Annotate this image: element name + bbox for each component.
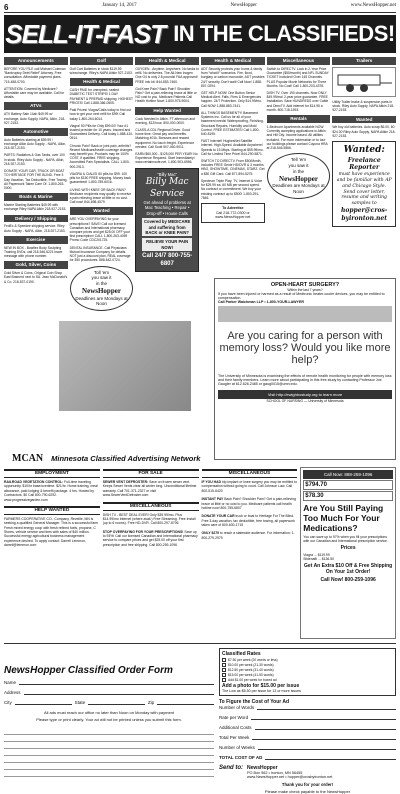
figure-row: Rate per Word: [219, 715, 249, 720]
lawyer-photo: [218, 306, 392, 322]
mac-title: Billy Mac Service: [145, 177, 189, 199]
section-title: Delivery / Shipping: [4, 215, 68, 223]
mac-call-label: Call 24/7: [142, 253, 167, 260]
column-5: [267, 56, 331, 313]
website: www.NewsHopper.net: [350, 3, 396, 8]
classified-ad: BEFORE YOU FILE call Michael Coleman "Bankruptcy Debt Relief" Attorney. Free consultation. Affordable payment plans. 715-458-0700.: [4, 66, 66, 84]
advertise-box: [201, 203, 265, 223]
misc-column: [202, 467, 298, 641]
page-header: [4, 3, 396, 13]
classified-ad: DISH TV. Over 190 channels. Now ONLY $49.99/mo! 2-year price guarantee. FREE Installation. Save HUNDREDS over Cable and DirecTV. Add internet for $14.95 a month. 800-718-1593.: [266, 90, 329, 112]
mcan-header: [12, 452, 392, 464]
ad-text: DISH TV - BEST DEAL EVER! Only $39.99/mo. Plus $14.99/mo Internet (where avail.) Free Streaming. Free Install (up to 6 rooms). Free HD-DVR. Call 800-297-8706: [102, 512, 196, 526]
mcan-logo: MCAN: [12, 452, 44, 464]
section-title: Trailers: [332, 57, 396, 65]
oval-line: Tell 'em: [290, 157, 307, 163]
section-title: Exercise: [4, 236, 68, 244]
figure-row: Number of Weeks: [219, 745, 255, 750]
classified-order-form: [4, 643, 396, 794]
classified-ad: Gold Silver & Coins, Original Coin Shop East Brainerd next to SA. Jean McDonald's & Co. 218-537-0190.: [4, 271, 68, 284]
rate-checkbox[interactable]: [222, 658, 226, 662]
section-title: Wanted: [70, 207, 134, 215]
rate-checkbox[interactable]: [222, 668, 226, 672]
state-field[interactable]: [88, 700, 145, 705]
section-title: Health & Medical: [70, 78, 134, 86]
cost-figure: [219, 699, 396, 760]
oval-deadline: Deadlines are Mondays at Noon: [272, 183, 325, 195]
rate-option: $12.50 per week (31-40 words): [228, 668, 274, 672]
column-heading: FOR SALE: [103, 469, 199, 478]
wanted-reporter-ad: [332, 141, 396, 226]
name-field[interactable]: [19, 680, 214, 685]
classifieds-banner: [4, 15, 396, 53]
memory-question: Are you caring for a person with memory loss? Would you like more help?: [219, 330, 391, 366]
classified-ad: Cook Needed in Aitkin. FT afternoon and evening, $12/hour. 800-000-0000.: [135, 116, 195, 125]
rate-checkbox[interactable]: [222, 673, 226, 677]
figure-row: Additional Costs: [219, 725, 252, 730]
price-after: $78.30: [303, 491, 393, 501]
ad-text: Save up to 93%! Call our licensed Canadian and International pharmacy service to compare prices and get $25.00 off your first prescription and free shipping. Call 800-259-1096: [102, 529, 198, 547]
classified-ad: SWITCH TO DIRECTV. From $50/Month, includes FREE Genie HD/DVR & 3 months HBO, SHOWTIME, CINEMAX, STARZ. Get a $50 Gift Card. Call 877-894-5275.: [201, 159, 265, 176]
mac-phone[interactable]: 800-755-6807: [160, 253, 193, 267]
ad-head: INSTANT PAY: [201, 497, 224, 502]
classified-ad: Auto Batteries starting at $59.99 / exchange Alkin Auto Supply - NAPA, Alkin, 218-927-2153.: [4, 137, 67, 151]
send-to: [219, 765, 396, 779]
thank-you: Thank you for your order!: [281, 782, 334, 787]
forsale-column: [103, 467, 199, 641]
section-title: Rentals: [267, 115, 331, 123]
trailer-icon: [334, 71, 394, 93]
column-1: [4, 56, 68, 313]
billy-mac-ad: [135, 168, 199, 273]
advertise-phone: Call 218-772-0300 or: [215, 210, 250, 215]
classified-ad: GET HELP NOW! One Button Senior Medical Alert. Falls, Fires & Emergencies happen. 24/7 Protection. Only $14.99/mo. Call NOW 1-888-883-7441.: [201, 90, 263, 108]
mcan-title: Minnesota Classified Advertising Network: [51, 453, 201, 463]
column-heading: EMPLOYMENT: [4, 469, 100, 478]
mac-line: "Billy Mac": [157, 171, 178, 177]
pharmacy-header: Call Now: 888-259-1096: [303, 470, 393, 479]
ad-text: hip implant or knee surgery you may be entitled to compensation without going to court. Call Johnson Law. Call 800-515-6420: [201, 480, 297, 493]
wanted-email[interactable]: hopper@cros-byironton.net: [340, 207, 388, 222]
ad-text: Save on frozen sewer vent. Keeps Sewer Vents clear all winter long. Unconditional lifetime warranty. Call 701-371-2327 or visit www.SewerVentDefroster.com: [102, 480, 197, 498]
classified-ad: FAST Internet! HughesNet Satellite Internet. High-Speed. Available Anywhere! Speeds to 15 Mbps. Starting at $59.99/mo. Call for Limited Time Price! 844-290-5871.: [201, 139, 264, 156]
section-title: ATVs: [4, 102, 68, 110]
section-title: Miscellaneous: [267, 57, 331, 65]
form-note: All ads must reach our office no later than Noon on Monday with payment: [44, 710, 174, 715]
pharmacy-call[interactable]: Call Now! 800-259-1096: [320, 577, 376, 583]
classified-ad: NEW IN BOX - Bowflex Body Sculpting Training DVDs, call 218-546-6221 leave message with phone number.: [4, 245, 63, 259]
feature-image-area: [4, 281, 209, 451]
classified-ad: ALL THINGS BASEMENTY! Basement Systems Inc. Call us for all of your basement needs! Waterproofing, Finishing, Structural Repairs, Humidity and Mold Control. FREE ESTIMATES! Call 1-800-640-8195.: [201, 110, 264, 136]
rate-option: $15.00 per week (41-50 words): [228, 673, 274, 677]
form-left: [4, 662, 214, 777]
ad-head: DONATE YOUR CAR: [201, 514, 235, 519]
classified-ad: VIAGRA & CIALIS! 60 pills for $99. 100 pills for $150 FREE shipping. Money back guaranteed! 1-800-789-6016.: [69, 171, 131, 185]
wanted-body: must have experience and be familiar with AP and Chicago Style. Send cover letter, resume and writing samples to: [336, 171, 392, 207]
classified-ad: ADT Security protects your home & family from "what if" scenarios. Fire, flood, burglary or carbon monoxide, ADT provides 24/7 security. Don't wait! Call Now! 1-888-807-0294.: [201, 66, 265, 88]
classified-ad: 1-Bedroom Apartments available NOW. Currently accepting applications in Aitkin and Hill City. Income based. All utilities included. For more information or to tour our buildings please contact Cuyuna HRA at 218-546-5566.: [266, 124, 328, 151]
zip-field[interactable]: [157, 700, 214, 705]
figure-field[interactable]: [255, 725, 396, 730]
pharmacy-pitch: You can save up to 97% when you fill your prescriptions with our Canadian and International prescription service.: [303, 535, 388, 543]
oval-line: you saw it: [91, 275, 112, 281]
memory-details: The University of Minnesota is examining the effects of remote health monitoring for people with memory loss and their family members. Learn more about participating in this free study by contacting Professor Joe Gaugler at 612.626.2485 or gaug0015@umn.edu.: [218, 374, 392, 386]
classified-ad: DENTAL INSURANCE. Call Physicians Mutual Insurance Company for details. NOT just a discount plan, REAL coverage for 350 procedures. 888-642-0724.: [69, 245, 131, 263]
city-field[interactable]: [15, 700, 72, 705]
page-number: 6: [4, 3, 9, 12]
address-label: Address: [4, 690, 21, 695]
classified-ad: CASH PAID for unexpired, sealed DIABETIC TEST STRIPS! 1 DAY PAYMENT & PREPAID shipping. HIGHEST PRICES! Call 1-888-366-0605.: [69, 88, 133, 105]
classified-ad: CLASS-A CDL Regional Driver. Good home time. Great pay and benefits. Matching 401k. Bonuses and reward equipment. No touch freight. Experience needed. Call Scott 507-460-9011.: [135, 127, 195, 149]
mac-pill: Covered by MEDICARE and suffering from BACK or KNEE PAIN?: [144, 219, 191, 235]
classified-ad: EARN $60,000 - $125,000 PER YEAR! No Experience Required. Start Immediately! www.certainroute.net. 1-800-903-6956.: [135, 152, 198, 165]
sell-it-fast-logo: SELL-IT-FAST: [5, 18, 166, 49]
mcan-columns: [4, 467, 396, 641]
pharmacy-headline: Are You Still Paying Too Much For Your Medications?: [303, 503, 384, 533]
column-6: [332, 56, 396, 313]
rate-option: Add $1.00 per week for boxed ad: [228, 678, 277, 682]
oval-deadline: Deadlines are Mondays at Noon: [75, 295, 128, 307]
send-email: www.NewsHopper.net • hopper@crosbyironton.net: [247, 775, 333, 779]
mac-pill: RELIEVE YOUR PAIN NOW!: [142, 238, 192, 251]
figure-field[interactable]: [252, 735, 396, 740]
column-4: [201, 56, 265, 313]
medical-study-ad: [214, 278, 396, 460]
paper-name: NewsHopper: [230, 3, 257, 8]
classified-ad: We buy old batteries. Auto scrap $6.00, 60 $24.00 Riley Auto Supply, NAPA Aitkin 218-927-2153.: [332, 125, 396, 138]
classified-ad: OXYGEN - Anytime. Anywhere. No tanks to refill. No deliveries. The All-New Inogen One G4 is only 2.8 pounds! FAA approved! FREE info kit: 844-853-7460.: [135, 66, 199, 84]
ad-head: STOP OVERPAYING FOR YOUR PRESCRIPTIONS!: [102, 529, 184, 534]
section-title: Gold, Silver, Coins: [4, 261, 68, 269]
ad-text: to reach a statewide audience. For information: 1-800-279-2979: [201, 531, 295, 540]
figure-row: Number of Words: [219, 705, 255, 710]
classified-ad: ATV Battery Sale 14ah $49.99 w/ exchange, Auto Supply, NAPA, Alkin, 218-927-2153.: [4, 112, 66, 125]
ad-text: Back Pain? Shoulder Pain? Get a pain-relieving brace at little or no cost to you. Medicare patients call health hotline now! 800-755-6807: [201, 497, 296, 510]
mac-line: Mac Teaching • Repair • Drop-off • House Calls: [144, 205, 190, 216]
classified-ad: Marine Starting Batteries $49.99 with exchange Riley NAPA Alkin 218-927-2153.: [4, 203, 67, 212]
figure-title: To Figure the Cost of Your Ad: [219, 699, 290, 705]
classified-ad: Chronic Pain? Back or joint pain, arthritis? Recent Medicare/health coverage changes may benefit you. Products may be 100% COST, if qualified. FREE shipping. Accredited Pain Specialists. CALL 1-800-900-2913.: [69, 143, 133, 169]
classified-ad: Switch to DIRECTV. Lock in 2-Year Price Guarantee ($50/month) and NFL SUNDAY TICKET Included! Over 145 Channels PLUS Popular Movie Networks for Three Months. No Cost! Call 1-800-203-4378.: [266, 66, 329, 88]
rates-title: Classified Rates: [222, 651, 261, 657]
pharmacy-offer: Get An Extra $10 Off & Free Shipping On Your 1st Order!: [304, 563, 393, 575]
classified-ad: LIVING WITH KNEE OR BACK PAIN? Medicare recipients may qualify to receive a pain relieving brace at little or no cost. Call now! 844-698-4579.: [69, 187, 132, 205]
ad-text: truck or boat to Heritage For The Blind. Free 3-day vacation, tax deductible, free towing, all paperwork taken care of 800-630-1715: [201, 514, 295, 527]
send-label: Send to:: [219, 765, 243, 771]
ad-text: FARMERS COOPERATIVE CO., Company, Reveille, MN is seeking a qualified General Manager. This is a successful farm Fresh mixed energy coop with fresh refined fuels, propane, C Stores, vehicle service and tires with sales of $40 million. Successful energy agricultural business management experience desired. To apply contact: Darrell Lemmon, darrell@lemmon.com: [4, 517, 99, 548]
state-label: State: [74, 700, 86, 705]
advertise-title: To Advertise: [222, 206, 244, 210]
classified-rates-box: [219, 648, 396, 696]
wanted-role: Freelance Reporter: [347, 156, 381, 172]
classified-ad: ARE YOU OVERPAYING for your prescriptions? SAVE! Call our licensed Canadian and International pharmacy, compare prices and get $25.00 OFF your first prescription! CALL 1-800-263-4059 Promo Code CDC201725.: [69, 217, 130, 243]
section-title: Health & Medical: [135, 57, 199, 65]
banner-title: IN THE CLASSIFIEDS!: [173, 21, 395, 46]
pharmacy-ad: [300, 467, 396, 639]
classified-ad: ATTENTION: Covered by Medicare? Affordable care may be available. Call for details.: [4, 86, 65, 100]
ad-head: RAILROAD VEGETATION CONTROL:: [4, 480, 64, 485]
rate-option: $10.00 per week (21-30 words): [228, 663, 274, 667]
column-3: [135, 56, 199, 313]
section-title: Boats & Marine: [4, 193, 68, 201]
figure-row: Total Per Week: [219, 735, 250, 740]
figure-field[interactable]: [258, 745, 396, 750]
surgery-sub: Within the last 7 years?: [287, 288, 323, 292]
classified-ad: Golf Cart Batteries in stock $119.99 w/exchange. Riley's NAPA Aitkin 927-2153.: [69, 66, 133, 76]
rate-checkbox[interactable]: [222, 678, 226, 682]
oval-line: you saw it: [288, 163, 309, 168]
section-title: Golf: [70, 57, 134, 65]
prices-header: Prices: [340, 545, 356, 551]
study-link[interactable]: Visit http://ewighbostudy.org to learn more: [218, 390, 392, 399]
classified-ad: PARTS: Radiators & Gas Tanks, over 100 in stock. Riley Auto Supply - NAPA, Alkin, 218-927-2153.: [4, 153, 65, 166]
classified-ad: Viagra! 50 Pills for Only $99.00! Your #1 trusted provider for 10 years. Insured and Guaranteed Delivery. Call today 1-888-410-0514.: [69, 123, 134, 141]
checks-note: Please make check payable to the NewsHopper: [264, 789, 351, 794]
form-title: NewsHopper Classified Order Form: [4, 665, 173, 676]
date: January 14, 2017: [102, 3, 137, 8]
zip-label: Zip: [147, 700, 155, 705]
classified-ad: Utility Trailer brake & suspension parts in stock. Riley Auto Supply, NAPA Aitkin 218-927-2153.: [332, 99, 395, 113]
classified-ad: Spectrum Triple Play: TV, Internet & Voice for $29.99 ea. 60 MB per second speed. No contract or commitment. We buy your existing contract up to $500! 1-800-291-7846.: [201, 178, 263, 200]
tell-em-oval: [267, 153, 331, 199]
ad-head: ONLY $279: [201, 531, 220, 536]
surgery-title: OPEN-HEART SURGERY?: [270, 282, 340, 288]
name-label: Name: [4, 680, 17, 685]
trailer-image: [332, 67, 396, 97]
figure-total-field[interactable]: [265, 755, 396, 760]
photo-title: Add a photo for $15.00 per issue: [222, 683, 300, 689]
classified-ad: DONATE YOUR CAR, TRUCK OR BOAT TO HERITAGE FOR THE BLIND. Free 3 Day Vacation, Tax Deductible, Free Towing, All Paperwork Taken Care Of. 1-800-263-0000.: [4, 169, 68, 190]
column-heading: MISCELLANEOUS: [103, 502, 199, 511]
classified-ad: FedEx & Speedee shipping service. Riley Auto Supply - NAPA, Alkin, 218-927-2153.: [4, 224, 66, 233]
sildenafil-price: Sildenafil ... $136.50: [303, 557, 334, 561]
send-name: NewsHopper: [247, 765, 278, 771]
oval-line: Toll 'em: [93, 269, 110, 275]
oval-line: in the: [95, 281, 107, 286]
column-heading: MISCELLANEOUS: [202, 469, 298, 478]
photo-sub: The Low as $5.50 per issue for 13 or more issues: [222, 689, 301, 693]
school-name: SCHOOL OF NURSING — University of Minnesota: [266, 399, 344, 403]
send-address: PO Box 962 • Ironton, MN 56455: [247, 771, 303, 775]
rate-checkbox[interactable]: [222, 663, 226, 667]
city-label: City: [4, 700, 12, 705]
section-title: Help Wanted: [135, 107, 199, 115]
classified-ad: Paid Prices! Viagra/Cialis today to find out how to get your next refill for $99! Call today 1-800-264-6014.: [69, 108, 131, 121]
surgery-contact: Call Parker Waichman LLP • 1-800-YOUR-LAWYER: [218, 300, 304, 304]
section-title: Health & Medical: [201, 57, 265, 65]
section-title: Announcements: [4, 57, 68, 65]
rate-option: $7.50 per week (20 words or less): [228, 658, 278, 662]
viagra-price: Viagra ... $119.99: [303, 553, 330, 557]
form-note-2: Please type or print clearly. Your ad will not be printed unless you submit this form.: [36, 717, 182, 722]
column-2: [70, 56, 134, 313]
section-title: Automotive: [4, 128, 68, 136]
price-before: $794.70: [303, 480, 393, 490]
column-heading: HELP WANTED: [4, 506, 100, 515]
classified-ad: Got Knee Pain? Back Pain? Shoulder Pain? Get a pain-relieving brace at little or NO cost to you. Medicare Patients Call Health Hotline Now! 1-800-975-9004.: [135, 86, 197, 104]
figure-field[interactable]: [257, 705, 396, 710]
ad-text: Full-time traveling opportunity. $10/hr base/overtime. $21/hr. Home training, meal allowance, paid lodging & benefit package. 4 hrs. Hosted by Contractors. $0 Call 800-790-6292. www.progressivegarden.com: [4, 480, 98, 502]
oval-brand: NewsHopper: [279, 174, 318, 183]
oval-line: in the: [292, 168, 304, 174]
surgery-body: If you have been injured or harmed as a result of Medtronic heater-cooler devices, you may be entitled to compensation.: [218, 292, 385, 300]
ad-head: SEWER VENT DEFROSTER:: [102, 480, 149, 485]
address-field[interactable]: [24, 690, 214, 695]
employment-column: [4, 467, 100, 641]
oval-brand: NewsHopper: [82, 286, 121, 295]
ad-head: IF YOU HAD: [201, 480, 222, 485]
ad-text-lines[interactable]: [4, 728, 214, 777]
form-right: [219, 648, 396, 794]
feature-photo: [59, 321, 191, 411]
figure-total: TOTAL COST OF AD: [219, 755, 263, 760]
section-title: Wanted: [332, 116, 396, 124]
figure-field[interactable]: [251, 715, 396, 720]
advertise-url[interactable]: www.NewsHopper.net: [215, 215, 251, 220]
mac-line: Get ahead of problems at: [143, 200, 191, 206]
wanted-title: Wanted:: [343, 145, 385, 156]
